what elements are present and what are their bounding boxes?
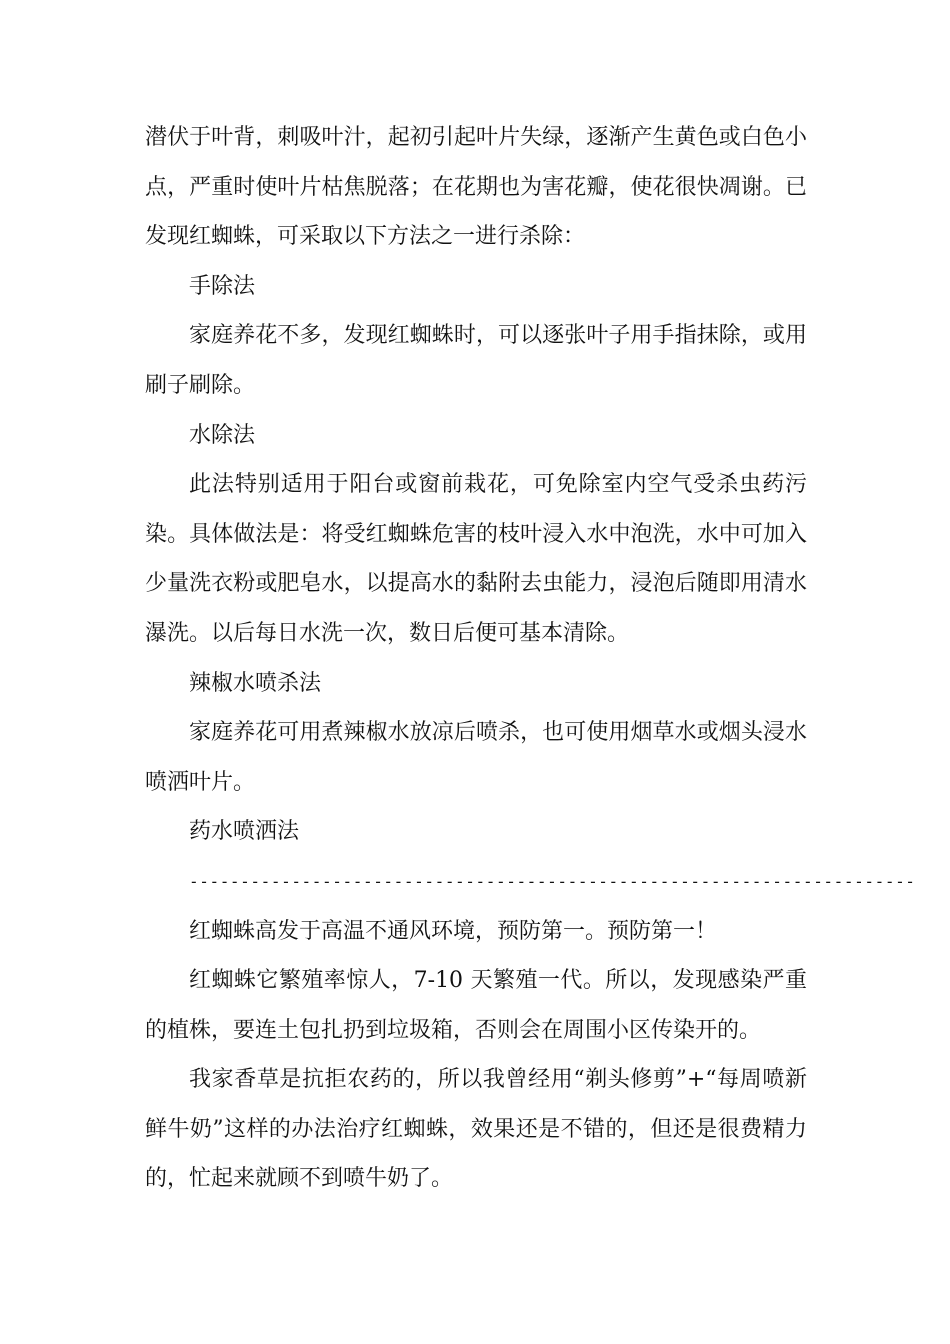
heading-water-removal: 水除法 [189, 422, 256, 448]
heading-hand-removal: 手除法 [189, 273, 256, 299]
note-reproduction: 红蜘蛛它繁殖率惊人，7-10 天繁殖一代。所以，发现感染严重的植株，要连土包扎扔到垃圾箱，否则会在周围小区传染开的。 [145, 968, 807, 1043]
note-prevention: 红蜘蛛高发于高温不通风环境，预防第一。预防第一！ [189, 918, 718, 944]
document-page [145, 113, 916, 1204]
note-personal-experience: 我家香草是抗拒农药的，所以我曾经用“剃头修剪”+“每周喷新鲜牛奶”这样的办法治疗红蜘蛛，效果还是不错的，但还是很费精力的，忙起来就顾不到喷牛奶了。 [145, 1067, 807, 1192]
paragraph-intro: 潜伏于叶背，刺吸叶汁，起初引起叶片失绿，逐渐产生黄色或白色小点，严重时使叶片枯焦脱落；在花期也为害花瓣，使花很快凋谢。已发现红蜘蛛，可采取以下方法之一进行杀除： [145, 125, 807, 250]
paragraph-hand-removal: 家庭养花不多，发现红蜘蛛时，可以逐张叶子用手指抹除，或用刷子刷除。 [145, 323, 807, 398]
heading-pesticide-spray: 药水喷洒法 [189, 819, 300, 845]
paragraph-chili-water: 家庭养花可用煮辣椒水放凉后喷杀，也可使用烟草水或烟头浸水喷洒叶片。 [145, 720, 807, 795]
heading-chili-water: 辣椒水喷杀法 [189, 670, 322, 696]
paragraph-water-removal: 此法特别适用于阳台或窗前栽花，可免除室内空气受杀虫药污染。具体做法是：将受红蜘蛛危害的枝叶浸入水中泡洗，水中可加入少量洗衣粉或肥皂水，以提高水的黏附去虫能力，浸泡后随即用清水瀑洗。以后每日水洗一次，数日后便可基本清除。 [145, 472, 807, 646]
dashed-divider: ----------------------------------------------------------------------- [189, 871, 916, 891]
